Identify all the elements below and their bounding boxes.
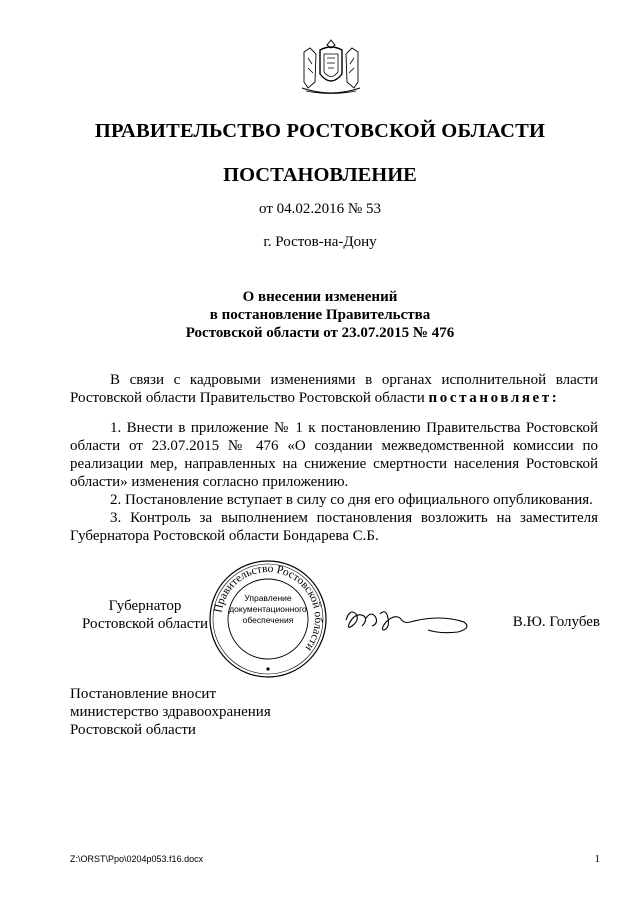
resolution-item: 3. Контроль за выполнением постановления возложить на заместителя Губернатора Ростовской области Бондарева С.Б. <box>70 510 598 544</box>
subject-line: в постановление Правительства <box>209 307 431 323</box>
submitted-by-line: министерство здравоохранения <box>70 704 271 720</box>
resolution-items <box>70 419 598 545</box>
document-city: г. Ростов-на-Дону <box>263 234 377 250</box>
document-subject <box>0 288 640 342</box>
seal-ring-text: Правительство Ростовской области <box>212 562 325 654</box>
subject-line: О внесении изменений <box>242 289 398 305</box>
footer-file-path: Z:\ORST\Ppo\0204p053.f16.docx <box>70 854 204 864</box>
handwritten-signature <box>340 600 480 636</box>
resolution-item: 2. Постановление вступает в силу со дня его официального опубликования. <box>110 492 593 508</box>
submitted-by-line: Постановление вносит <box>70 686 217 702</box>
seal-inner-line: документационного <box>229 604 307 614</box>
seal-inner-line: Управление <box>244 593 292 603</box>
preamble-paragraph <box>70 371 598 407</box>
submitted-by-note <box>70 685 271 739</box>
organization-title: ПРАВИТЕЛЬСТВО РОСТОВСКОЙ ОБЛАСТИ <box>94 120 546 142</box>
signatory-name: В.Ю. Голубев <box>512 614 600 630</box>
signatory-title-line: Губернатор <box>108 598 182 614</box>
preamble-text: В связи с кадровыми изменениями в органах исполнительной власти Ростовской области Правительство Ростовской области <box>70 372 598 406</box>
resolution-item: 1. Внести в приложение № 1 к постановлению Правительства Ростовской области от 23.07.2015 № 476 «О создании межведомственной комиссии по реализации мер, направленных на снижение смертности населения Ростовской области» изменения согласно приложению. <box>70 420 598 490</box>
submitted-by-line: Ростовской области <box>70 722 196 738</box>
subject-line: Ростовской области от 23.07.2015 № 476 <box>185 325 455 341</box>
resolves-word: постановляет: <box>428 390 560 406</box>
signatory-title-line: Ростовской области <box>82 616 208 632</box>
coat-of-arms-emblem <box>298 38 364 96</box>
document-date-number: от 04.02.2016 № 53 <box>259 201 381 217</box>
seal-inner-text <box>223 593 313 626</box>
signatory-title <box>70 597 220 633</box>
footer-page-number: 1 <box>594 853 600 865</box>
document-type: ПОСТАНОВЛЕНИЕ <box>223 164 417 186</box>
seal-inner-line: обеспечения <box>242 615 294 625</box>
